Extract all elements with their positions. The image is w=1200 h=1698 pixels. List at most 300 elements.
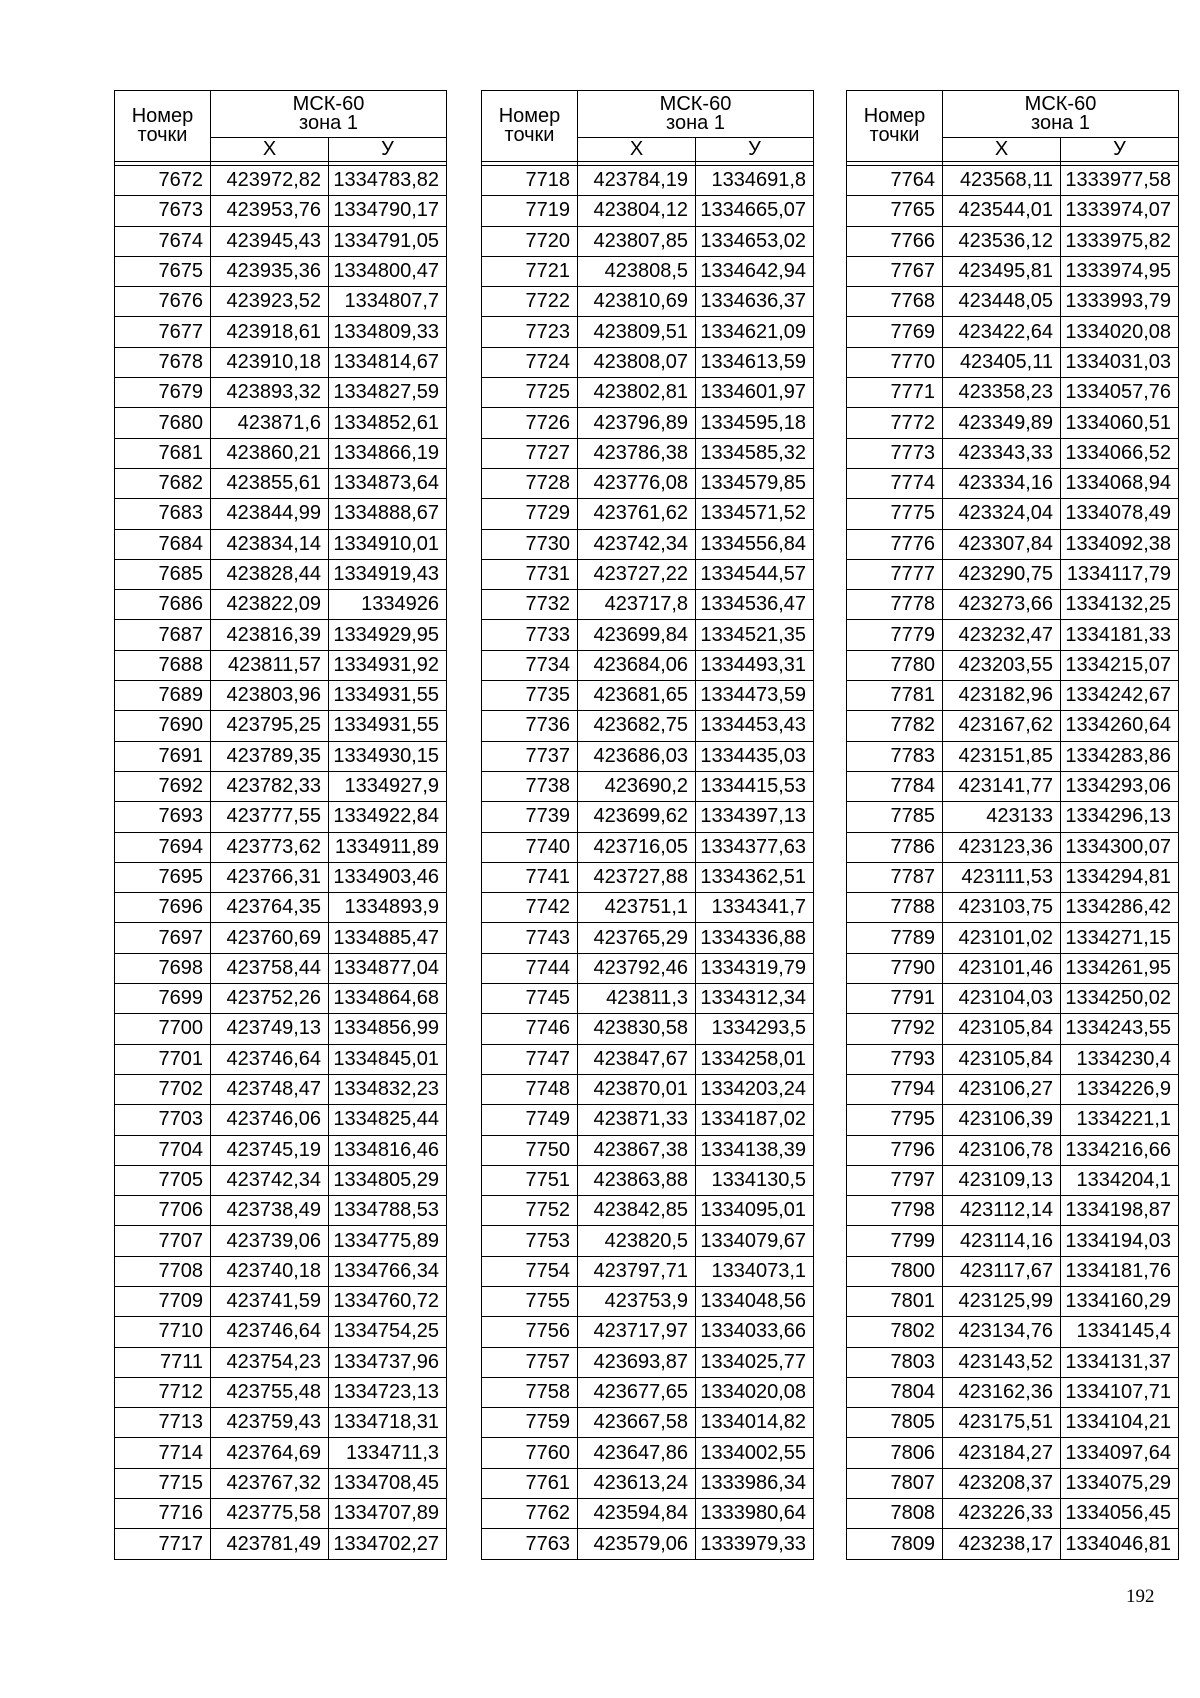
table-row	[847, 1377, 1179, 1407]
x-coordinate-cell: 423807,85	[578, 226, 696, 256]
y-coordinate-cell: 1333974,07	[1061, 196, 1179, 226]
point-number-cell: 7792	[847, 1014, 943, 1044]
table-row	[482, 862, 814, 892]
point-number-cell: 7799	[847, 1226, 943, 1256]
x-coordinate-cell: 423860,21	[211, 438, 329, 468]
x-coordinate-cell: 423764,69	[211, 1438, 329, 1468]
table-row	[115, 1377, 447, 1407]
y-coordinate-cell: 1334296,13	[1061, 802, 1179, 832]
point-number-cell: 7737	[482, 741, 578, 771]
y-coordinate-cell: 1334790,17	[329, 196, 447, 226]
table-row	[115, 1408, 447, 1438]
y-coordinate-cell: 1333975,82	[1061, 226, 1179, 256]
y-coordinate-cell: 1334181,33	[1061, 620, 1179, 650]
y-coordinate-cell: 1334033,66	[696, 1317, 814, 1347]
table-row	[115, 1347, 447, 1377]
x-coordinate-cell: 423167,62	[943, 711, 1061, 741]
y-coordinate-cell: 1334636,37	[696, 287, 814, 317]
y-coordinate-cell: 1334708,45	[329, 1468, 447, 1498]
table-row	[482, 166, 814, 196]
table-row	[115, 1438, 447, 1468]
x-coordinate-cell: 423761,62	[578, 499, 696, 529]
table-row	[847, 590, 1179, 620]
y-coordinate-cell: 1334194,03	[1061, 1226, 1179, 1256]
x-coordinate-cell: 423101,02	[943, 923, 1061, 953]
point-number-cell: 7743	[482, 923, 578, 953]
point-number-cell: 7707	[115, 1226, 211, 1256]
x-coordinate-cell: 423133	[943, 802, 1061, 832]
x-coordinate-cell: 423847,67	[578, 1044, 696, 1074]
y-coordinate-cell: 1334260,64	[1061, 711, 1179, 741]
point-number-cell: 7678	[115, 347, 211, 377]
point-number-cell: 7683	[115, 499, 211, 529]
x-column-header: Х	[211, 138, 329, 162]
point-number-cell: 7680	[115, 408, 211, 438]
point-number-cell: 7685	[115, 559, 211, 589]
point-number-cell: 7725	[482, 378, 578, 408]
table-row	[482, 196, 814, 226]
x-coordinate-cell: 423871,33	[578, 1105, 696, 1135]
x-coordinate-cell: 423536,12	[943, 226, 1061, 256]
x-coordinate-cell: 423923,52	[211, 287, 329, 317]
table-row	[115, 1317, 447, 1347]
table-row	[847, 1499, 1179, 1529]
x-coordinate-cell: 423693,87	[578, 1347, 696, 1377]
x-coordinate-cell: 423760,69	[211, 923, 329, 953]
y-coordinate-cell: 1334216,66	[1061, 1135, 1179, 1165]
point-number-cell: 7791	[847, 984, 943, 1014]
x-coordinate-cell: 423842,85	[578, 1196, 696, 1226]
y-coordinate-cell: 1334642,94	[696, 256, 814, 286]
table-row	[115, 832, 447, 862]
system-header-line1: МСК-60	[659, 93, 732, 115]
table-row	[115, 499, 447, 529]
table-row	[847, 559, 1179, 589]
point-number-cell: 7693	[115, 802, 211, 832]
table-row	[115, 1499, 447, 1529]
point-number-cell: 7717	[115, 1529, 211, 1559]
y-coordinate-cell: 1334775,89	[329, 1226, 447, 1256]
point-number-cell: 7753	[482, 1226, 578, 1256]
y-coordinate-cell: 1334097,64	[1061, 1438, 1179, 1468]
system-header-line2: зона 1	[666, 112, 725, 134]
y-coordinate-cell: 1334931,55	[329, 711, 447, 741]
x-coordinate-cell: 423751,1	[578, 893, 696, 923]
table-row	[847, 1468, 1179, 1498]
x-coordinate-cell: 423141,77	[943, 771, 1061, 801]
x-coordinate-cell: 423717,8	[578, 590, 696, 620]
point-number-cell: 7758	[482, 1377, 578, 1407]
y-coordinate-cell: 1333986,34	[696, 1468, 814, 1498]
coordinate-system-header	[211, 91, 447, 138]
x-coordinate-cell: 423746,64	[211, 1317, 329, 1347]
table-row	[847, 953, 1179, 983]
table-row	[115, 681, 447, 711]
table-row	[115, 1286, 447, 1316]
x-coordinate-cell: 423795,25	[211, 711, 329, 741]
point-number-cell: 7809	[847, 1529, 943, 1559]
x-coordinate-cell: 423809,51	[578, 317, 696, 347]
table-row	[115, 317, 447, 347]
y-coordinate-cell: 1334187,02	[696, 1105, 814, 1135]
table-row	[847, 529, 1179, 559]
y-coordinate-cell: 1334653,02	[696, 226, 814, 256]
y-coordinate-cell: 1334852,61	[329, 408, 447, 438]
y-coordinate-cell: 1334250,02	[1061, 984, 1179, 1014]
y-coordinate-cell: 1334078,49	[1061, 499, 1179, 529]
point-number-cell: 7779	[847, 620, 943, 650]
x-coordinate-cell: 423828,44	[211, 559, 329, 589]
table-row	[115, 771, 447, 801]
point-number-cell: 7765	[847, 196, 943, 226]
table-row	[115, 1226, 447, 1256]
y-coordinate-cell: 1334665,07	[696, 196, 814, 226]
point-number-cell: 7674	[115, 226, 211, 256]
point-header-line2: точки	[869, 124, 920, 146]
y-coordinate-cell: 1334243,55	[1061, 1014, 1179, 1044]
x-coordinate-cell: 423893,32	[211, 378, 329, 408]
y-coordinate-cell: 1334919,43	[329, 559, 447, 589]
x-coordinate-cell: 423808,07	[578, 347, 696, 377]
y-coordinate-cell: 1334215,07	[1061, 650, 1179, 680]
x-coordinate-cell: 423105,84	[943, 1044, 1061, 1074]
point-number-cell: 7677	[115, 317, 211, 347]
table-row	[847, 741, 1179, 771]
y-coordinate-cell: 1334893,9	[329, 893, 447, 923]
y-coordinate-cell: 1334286,42	[1061, 893, 1179, 923]
x-coordinate-cell: 423765,29	[578, 923, 696, 953]
point-number-cell: 7756	[482, 1317, 578, 1347]
point-number-cell: 7722	[482, 287, 578, 317]
point-number-cell: 7700	[115, 1014, 211, 1044]
x-coordinate-cell: 423162,36	[943, 1377, 1061, 1407]
x-coordinate-cell: 423358,23	[943, 378, 1061, 408]
y-coordinate-cell: 1334832,23	[329, 1074, 447, 1104]
y-coordinate-cell: 1334723,13	[329, 1377, 447, 1407]
y-coordinate-cell: 1334926	[329, 590, 447, 620]
x-coordinate-cell: 423863,88	[578, 1165, 696, 1195]
table-row	[847, 1135, 1179, 1165]
table-row	[115, 256, 447, 286]
x-coordinate-cell: 423716,05	[578, 832, 696, 862]
y-coordinate-cell: 1333974,95	[1061, 256, 1179, 286]
y-coordinate-cell: 1334544,57	[696, 559, 814, 589]
point-number-cell: 7726	[482, 408, 578, 438]
y-coordinate-cell: 1334293,06	[1061, 771, 1179, 801]
table-row	[482, 226, 814, 256]
x-coordinate-cell: 423748,47	[211, 1074, 329, 1104]
table-row	[482, 256, 814, 286]
point-number-cell: 7696	[115, 893, 211, 923]
point-number-cell: 7777	[847, 559, 943, 589]
table-row	[847, 1074, 1179, 1104]
x-coordinate-cell: 423855,61	[211, 468, 329, 498]
table-row	[847, 499, 1179, 529]
y-coordinate-cell: 1333977,58	[1061, 166, 1179, 196]
x-coordinate-cell: 423681,65	[578, 681, 696, 711]
table-row	[482, 1105, 814, 1135]
point-number-cell: 7694	[115, 832, 211, 862]
table-row	[847, 1286, 1179, 1316]
y-coordinate-cell: 1334020,08	[1061, 317, 1179, 347]
x-coordinate-cell: 423746,64	[211, 1044, 329, 1074]
table-row	[115, 893, 447, 923]
table-row	[847, 1438, 1179, 1468]
point-number-cell: 7807	[847, 1468, 943, 1498]
y-coordinate-cell: 1334025,77	[696, 1347, 814, 1377]
coordinate-system-header	[578, 91, 814, 138]
point-number-cell: 7740	[482, 832, 578, 862]
y-coordinate-cell: 1334711,3	[329, 1438, 447, 1468]
x-coordinate-cell: 423208,37	[943, 1468, 1061, 1498]
coordinates-table-3	[846, 90, 1179, 1560]
point-number-cell: 7718	[482, 166, 578, 196]
x-coordinate-cell: 423910,18	[211, 347, 329, 377]
x-coordinate-cell: 423112,14	[943, 1196, 1061, 1226]
y-coordinate-cell: 1334048,56	[696, 1286, 814, 1316]
y-coordinate-cell: 1334293,5	[696, 1014, 814, 1044]
y-coordinate-cell: 1334415,53	[696, 771, 814, 801]
y-coordinate-cell: 1334825,44	[329, 1105, 447, 1135]
y-coordinate-cell: 1334203,24	[696, 1074, 814, 1104]
point-number-cell: 7735	[482, 681, 578, 711]
point-number-cell: 7788	[847, 893, 943, 923]
x-coordinate-cell: 423717,97	[578, 1317, 696, 1347]
point-number-cell: 7688	[115, 650, 211, 680]
point-number-cell: 7703	[115, 1105, 211, 1135]
point-number-cell: 7715	[115, 1468, 211, 1498]
y-coordinate-cell: 1334181,76	[1061, 1256, 1179, 1286]
y-coordinate-cell: 1334754,25	[329, 1317, 447, 1347]
x-coordinate-cell: 423804,12	[578, 196, 696, 226]
x-coordinate-cell: 423844,99	[211, 499, 329, 529]
y-coordinate-cell: 1334145,4	[1061, 1317, 1179, 1347]
point-number-cell: 7773	[847, 438, 943, 468]
x-coordinate-cell: 423870,01	[578, 1074, 696, 1104]
table-row	[115, 196, 447, 226]
y-coordinate-cell: 1334014,82	[696, 1408, 814, 1438]
x-coordinate-cell: 423613,24	[578, 1468, 696, 1498]
x-coordinate-cell: 423495,81	[943, 256, 1061, 286]
table-row	[847, 893, 1179, 923]
point-number-cell: 7801	[847, 1286, 943, 1316]
y-coordinate-cell: 1334473,59	[696, 681, 814, 711]
x-coordinate-cell: 423117,67	[943, 1256, 1061, 1286]
point-number-cell: 7747	[482, 1044, 578, 1074]
x-coordinate-cell: 423972,82	[211, 166, 329, 196]
x-coordinate-cell: 423752,26	[211, 984, 329, 1014]
table-row	[115, 802, 447, 832]
y-coordinate-cell: 1334294,81	[1061, 862, 1179, 892]
table-row	[847, 832, 1179, 862]
point-number-cell: 7697	[115, 923, 211, 953]
x-column-header: Х	[578, 138, 696, 162]
table-row	[482, 1499, 814, 1529]
point-number-cell: 7738	[482, 771, 578, 801]
y-coordinate-cell: 1334362,51	[696, 862, 814, 892]
table-row	[482, 1286, 814, 1316]
table-row	[847, 1226, 1179, 1256]
y-coordinate-cell: 1334066,52	[1061, 438, 1179, 468]
y-coordinate-cell: 1334930,15	[329, 741, 447, 771]
point-number-cell: 7755	[482, 1286, 578, 1316]
x-coordinate-cell: 423699,62	[578, 802, 696, 832]
point-number-cell: 7716	[115, 1499, 211, 1529]
table-row	[115, 741, 447, 771]
x-column-header: Х	[943, 138, 1061, 162]
table-row	[847, 923, 1179, 953]
system-header-line1: МСК-60	[1024, 93, 1097, 115]
y-coordinate-cell: 1334198,87	[1061, 1196, 1179, 1226]
point-number-cell: 7781	[847, 681, 943, 711]
x-coordinate-cell: 423290,75	[943, 559, 1061, 589]
x-coordinate-cell: 423686,03	[578, 741, 696, 771]
x-coordinate-cell: 423945,43	[211, 226, 329, 256]
point-number-cell: 7731	[482, 559, 578, 589]
y-coordinate-cell: 1334095,01	[696, 1196, 814, 1226]
y-coordinate-cell: 1334800,47	[329, 256, 447, 286]
x-coordinate-cell: 423568,11	[943, 166, 1061, 196]
table-row	[847, 226, 1179, 256]
y-coordinate-cell: 1334877,04	[329, 953, 447, 983]
x-coordinate-cell: 423544,01	[943, 196, 1061, 226]
point-number-cell: 7780	[847, 650, 943, 680]
x-coordinate-cell: 423792,46	[578, 953, 696, 983]
y-coordinate-cell: 1334117,79	[1061, 559, 1179, 589]
x-coordinate-cell: 423740,18	[211, 1256, 329, 1286]
y-coordinate-cell: 1334056,45	[1061, 1499, 1179, 1529]
point-number-cell: 7772	[847, 408, 943, 438]
y-coordinate-cell: 1334242,67	[1061, 681, 1179, 711]
point-number-cell: 7764	[847, 166, 943, 196]
x-coordinate-cell: 423182,96	[943, 681, 1061, 711]
x-coordinate-cell: 423749,13	[211, 1014, 329, 1044]
x-coordinate-cell: 423746,06	[211, 1105, 329, 1135]
table-row	[847, 1165, 1179, 1195]
point-number-cell: 7768	[847, 287, 943, 317]
y-coordinate-cell: 1334060,51	[1061, 408, 1179, 438]
point-number-cell: 7711	[115, 1347, 211, 1377]
x-coordinate-cell: 423647,86	[578, 1438, 696, 1468]
table-row	[482, 1408, 814, 1438]
point-number-cell: 7797	[847, 1165, 943, 1195]
table-row	[847, 1105, 1179, 1135]
y-coordinate-cell: 1334556,84	[696, 529, 814, 559]
x-coordinate-cell: 423918,61	[211, 317, 329, 347]
y-coordinate-cell: 1334931,92	[329, 650, 447, 680]
system-header-line2: зона 1	[299, 112, 358, 134]
table-row	[847, 984, 1179, 1014]
y-coordinate-cell: 1334068,94	[1061, 468, 1179, 498]
table-row	[847, 347, 1179, 377]
point-number-cell: 7730	[482, 529, 578, 559]
table-row	[115, 1165, 447, 1195]
x-coordinate-cell: 423808,5	[578, 256, 696, 286]
table-row	[847, 468, 1179, 498]
table-row	[115, 408, 447, 438]
table-row	[115, 1044, 447, 1074]
point-number-cell: 7771	[847, 378, 943, 408]
y-coordinate-cell: 1334204,1	[1061, 1165, 1179, 1195]
x-coordinate-cell: 423405,11	[943, 347, 1061, 377]
system-header-line2: зона 1	[1031, 112, 1090, 134]
y-coordinate-cell: 1334816,46	[329, 1135, 447, 1165]
table-row	[847, 166, 1179, 196]
y-coordinate-cell: 1333980,64	[696, 1499, 814, 1529]
point-number-cell: 7684	[115, 529, 211, 559]
table-row	[115, 650, 447, 680]
point-number-cell: 7672	[115, 166, 211, 196]
point-number-cell: 7692	[115, 771, 211, 801]
table-row	[847, 317, 1179, 347]
x-coordinate-cell: 423766,31	[211, 862, 329, 892]
point-number-cell: 7767	[847, 256, 943, 286]
y-coordinate-cell: 1334336,88	[696, 923, 814, 953]
point-number-cell: 7805	[847, 1408, 943, 1438]
table-row	[847, 1347, 1179, 1377]
y-coordinate-cell: 1334261,95	[1061, 953, 1179, 983]
point-number-cell: 7705	[115, 1165, 211, 1195]
point-header-line2: точки	[137, 124, 188, 146]
table-row	[847, 1256, 1179, 1286]
x-coordinate-cell: 423754,23	[211, 1347, 329, 1377]
y-coordinate-cell: 1334300,07	[1061, 832, 1179, 862]
table-row	[115, 287, 447, 317]
x-coordinate-cell: 423106,39	[943, 1105, 1061, 1135]
y-coordinate-cell: 1334073,1	[696, 1256, 814, 1286]
point-number-cell: 7760	[482, 1438, 578, 1468]
point-number-cell: 7775	[847, 499, 943, 529]
point-number-cell: 7673	[115, 196, 211, 226]
point-number-cell: 7687	[115, 620, 211, 650]
point-number-cell: 7709	[115, 1286, 211, 1316]
y-coordinate-cell: 1334107,71	[1061, 1377, 1179, 1407]
x-coordinate-cell: 423802,81	[578, 378, 696, 408]
point-number-cell: 7757	[482, 1347, 578, 1377]
point-number-cell: 7691	[115, 741, 211, 771]
point-number-cell: 7682	[115, 468, 211, 498]
point-number-cell: 7786	[847, 832, 943, 862]
point-number-cell: 7701	[115, 1044, 211, 1074]
x-coordinate-cell: 423775,58	[211, 1499, 329, 1529]
x-coordinate-cell: 423776,08	[578, 468, 696, 498]
table-row	[847, 256, 1179, 286]
y-coordinate-cell: 1334031,03	[1061, 347, 1179, 377]
table-row	[482, 1074, 814, 1104]
point-number-cell: 7754	[482, 1256, 578, 1286]
x-coordinate-cell: 423203,55	[943, 650, 1061, 680]
x-coordinate-cell: 423764,35	[211, 893, 329, 923]
table-row	[115, 984, 447, 1014]
table-row	[482, 1165, 814, 1195]
x-coordinate-cell: 423125,99	[943, 1286, 1061, 1316]
table-row	[482, 711, 814, 741]
x-coordinate-cell: 423349,89	[943, 408, 1061, 438]
y-coordinate-cell: 1334075,29	[1061, 1468, 1179, 1498]
y-coordinate-cell: 1334341,7	[696, 893, 814, 923]
point-number-cell: 7706	[115, 1196, 211, 1226]
point-number-cell: 7720	[482, 226, 578, 256]
point-number-cell: 7714	[115, 1438, 211, 1468]
point-header-line1: Номер	[863, 105, 926, 127]
x-coordinate-cell: 423422,64	[943, 317, 1061, 347]
table-row	[115, 347, 447, 377]
x-coordinate-cell: 423816,39	[211, 620, 329, 650]
x-coordinate-cell: 423834,14	[211, 529, 329, 559]
table-row	[115, 468, 447, 498]
y-coordinate-cell: 1334910,01	[329, 529, 447, 559]
table-row	[482, 590, 814, 620]
